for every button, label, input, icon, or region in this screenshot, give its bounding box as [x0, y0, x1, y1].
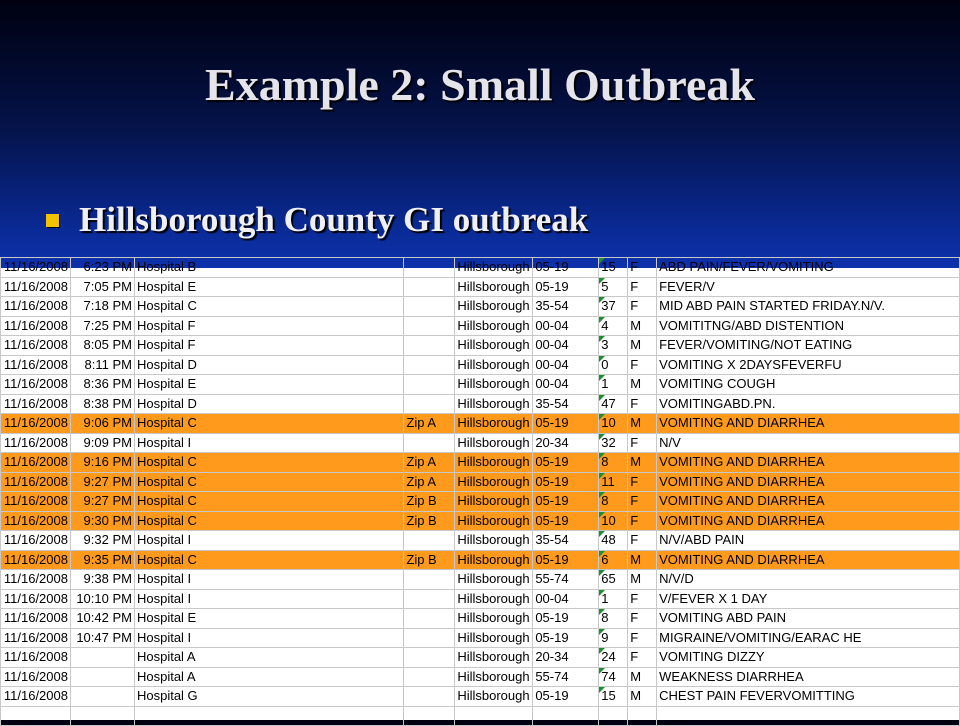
table-row — [1, 297, 960, 317]
cell-county[interactable]: Hillsborough — [455, 258, 533, 278]
cell-time[interactable]: 7:18 PM — [70, 297, 134, 317]
cell-zip[interactable] — [404, 531, 455, 551]
cell-date[interactable]: 11/16/2008 — [1, 550, 71, 570]
table-row — [1, 277, 960, 297]
cell-age-group[interactable]: 20-34 — [533, 648, 599, 668]
cell-sex[interactable]: M — [628, 414, 657, 434]
cell-age[interactable]: 8 — [599, 609, 628, 629]
cell-sex[interactable]: F — [628, 648, 657, 668]
cell-age-group[interactable]: 00-04 — [533, 336, 599, 356]
cell-hospital[interactable]: Hospital C — [134, 492, 403, 512]
cell-county[interactable]: Hillsborough — [455, 511, 533, 531]
cell-sex[interactable]: F — [628, 589, 657, 609]
cell-sex[interactable]: F — [628, 355, 657, 375]
cell-time[interactable]: 9:35 PM — [70, 550, 134, 570]
cell-time[interactable] — [70, 706, 134, 726]
cell-time[interactable]: 8:11 PM — [70, 355, 134, 375]
bullet-text: Hillsborough County GI outbreak — [79, 200, 589, 239]
cell-county[interactable]: Hillsborough — [455, 531, 533, 551]
table-row — [1, 531, 960, 551]
cell-time[interactable]: 6:23 PM — [70, 258, 134, 278]
cell-hospital[interactable] — [134, 706, 403, 726]
cell-date[interactable] — [1, 706, 71, 726]
table-row — [1, 453, 960, 473]
table-row — [1, 687, 960, 707]
cell-sex[interactable]: M — [628, 667, 657, 687]
cell-age-group[interactable]: 05-19 — [533, 472, 599, 492]
cell-age-group[interactable]: 00-04 — [533, 375, 599, 395]
cell-hospital[interactable]: Hospital A — [134, 667, 403, 687]
table-row — [1, 258, 960, 278]
cell-complaint[interactable]: VOMITING AND DIARRHEA — [657, 453, 960, 473]
cell-age[interactable]: 5 — [599, 277, 628, 297]
cell-hospital[interactable]: Hospital C — [134, 511, 403, 531]
cell-time[interactable]: 8:36 PM — [70, 375, 134, 395]
cell-time[interactable]: 9:16 PM — [70, 453, 134, 473]
cell-age-group[interactable]: 05-19 — [533, 609, 599, 629]
table-row — [1, 336, 960, 356]
cell-zip[interactable]: Zip A — [404, 453, 455, 473]
cell-zip[interactable]: Zip A — [404, 414, 455, 434]
cell-time[interactable] — [70, 687, 134, 707]
cell-age-group[interactable]: 05-19 — [533, 258, 599, 278]
cell-time[interactable]: 9:09 PM — [70, 433, 134, 453]
cell-age[interactable]: 32 — [599, 433, 628, 453]
cell-complaint[interactable]: VOMITING AND DIARRHEA — [657, 511, 960, 531]
cell-age[interactable]: 37 — [599, 297, 628, 317]
cell-sex[interactable]: F — [628, 531, 657, 551]
cell-sex[interactable]: M — [628, 336, 657, 356]
cell-time[interactable] — [70, 648, 134, 668]
cell-time[interactable]: 7:25 PM — [70, 316, 134, 336]
cell-sex[interactable]: M — [628, 316, 657, 336]
cell-zip[interactable] — [404, 687, 455, 707]
cell-age-group[interactable]: 55-74 — [533, 667, 599, 687]
cell-time[interactable]: 9:30 PM — [70, 511, 134, 531]
cell-sex[interactable] — [628, 706, 657, 726]
cell-age-group[interactable]: 05-19 — [533, 628, 599, 648]
table-row — [1, 609, 960, 629]
cell-age-group[interactable]: 35-54 — [533, 297, 599, 317]
cell-age[interactable] — [599, 706, 628, 726]
table-row — [1, 472, 960, 492]
cell-hospital[interactable]: Hospital E — [134, 277, 403, 297]
cell-hospital[interactable]: Hospital C — [134, 414, 403, 434]
cell-time[interactable]: 8:05 PM — [70, 336, 134, 356]
cell-hospital[interactable]: Hospital I — [134, 589, 403, 609]
cell-date[interactable]: 11/16/2008 — [1, 531, 71, 551]
cell-county[interactable]: Hillsborough — [455, 277, 533, 297]
cell-time[interactable]: 9:06 PM — [70, 414, 134, 434]
cell-county[interactable]: Hillsborough — [455, 316, 533, 336]
cell-age-group[interactable]: 05-19 — [533, 687, 599, 707]
cell-age[interactable]: 1 — [599, 375, 628, 395]
cell-time[interactable]: 10:47 PM — [70, 628, 134, 648]
cell-age[interactable]: 11 — [599, 472, 628, 492]
cell-county[interactable]: Hillsborough — [455, 433, 533, 453]
cell-hospital[interactable]: Hospital D — [134, 394, 403, 414]
cell-date[interactable]: 11/16/2008 — [1, 375, 71, 395]
cell-sex[interactable]: F — [628, 258, 657, 278]
cell-complaint[interactable]: VOMITITNG/ABD DISTENTION — [657, 316, 960, 336]
table-row — [1, 355, 960, 375]
cell-complaint[interactable]: VOMITING X 2DAYSFEVERFU — [657, 355, 960, 375]
cell-complaint[interactable]: VOMITING AND DIARRHEA — [657, 472, 960, 492]
cell-complaint[interactable]: VOMITING COUGH — [657, 375, 960, 395]
data-table — [0, 257, 960, 726]
cell-sex[interactable]: F — [628, 492, 657, 512]
cell-date[interactable]: 11/16/2008 — [1, 258, 71, 278]
cell-county[interactable]: Hillsborough — [455, 453, 533, 473]
cell-sex[interactable]: F — [628, 277, 657, 297]
cell-date[interactable]: 11/16/2008 — [1, 472, 71, 492]
cell-complaint[interactable]: WEAKNESS DIARRHEA — [657, 667, 960, 687]
cell-date[interactable]: 11/16/2008 — [1, 316, 71, 336]
bullet-item — [46, 200, 588, 240]
table-row — [1, 433, 960, 453]
cell-sex[interactable]: F — [628, 472, 657, 492]
cell-age[interactable]: 4 — [599, 316, 628, 336]
table-row — [1, 667, 960, 687]
cell-age-group[interactable]: 00-04 — [533, 355, 599, 375]
square-bullet-icon — [46, 214, 59, 227]
cell-zip[interactable] — [404, 570, 455, 590]
cell-sex[interactable]: M — [628, 570, 657, 590]
cell-complaint[interactable]: VOMITINGABD.PN. — [657, 394, 960, 414]
cell-county[interactable] — [455, 706, 533, 726]
cell-zip[interactable] — [404, 589, 455, 609]
cell-complaint[interactable]: VOMITING AND DIARRHEA — [657, 414, 960, 434]
table-row — [1, 492, 960, 512]
cell-county[interactable]: Hillsborough — [455, 492, 533, 512]
cell-county[interactable]: Hillsborough — [455, 570, 533, 590]
cell-time[interactable]: 10:10 PM — [70, 589, 134, 609]
cell-age-group[interactable]: 00-04 — [533, 589, 599, 609]
cell-zip[interactable] — [404, 706, 455, 726]
cell-county[interactable]: Hillsborough — [455, 687, 533, 707]
table-row — [1, 648, 960, 668]
cell-age[interactable]: 15 — [599, 258, 628, 278]
cell-zip[interactable] — [404, 433, 455, 453]
cell-zip[interactable] — [404, 258, 455, 278]
cell-zip[interactable] — [404, 648, 455, 668]
table-row — [1, 316, 960, 336]
cell-age[interactable]: 6 — [599, 550, 628, 570]
cell-time[interactable]: 9:27 PM — [70, 492, 134, 512]
cell-date[interactable]: 11/16/2008 — [1, 589, 71, 609]
cell-age[interactable]: 24 — [599, 648, 628, 668]
cell-age-group[interactable]: 35-54 — [533, 531, 599, 551]
cell-county[interactable]: Hillsborough — [455, 414, 533, 434]
cell-date[interactable]: 11/16/2008 — [1, 453, 71, 473]
cell-age-group[interactable]: 00-04 — [533, 316, 599, 336]
cell-hospital[interactable]: Hospital I — [134, 531, 403, 551]
cell-county[interactable]: Hillsborough — [455, 589, 533, 609]
cell-age[interactable]: 1 — [599, 589, 628, 609]
cell-county[interactable]: Hillsborough — [455, 667, 533, 687]
cell-age[interactable]: 10 — [599, 414, 628, 434]
table-row — [1, 394, 960, 414]
cell-age[interactable]: 9 — [599, 628, 628, 648]
cell-county[interactable]: Hillsborough — [455, 628, 533, 648]
cell-time[interactable]: 10:42 PM — [70, 609, 134, 629]
table-row — [1, 589, 960, 609]
cell-hospital[interactable]: Hospital E — [134, 375, 403, 395]
cell-zip[interactable] — [404, 316, 455, 336]
cell-county[interactable]: Hillsborough — [455, 336, 533, 356]
cell-county[interactable]: Hillsborough — [455, 550, 533, 570]
cell-complaint[interactable]: MIGRAINE/VOMITING/EARAC HE — [657, 628, 960, 648]
cell-zip[interactable] — [404, 336, 455, 356]
table-row — [1, 570, 960, 590]
cell-time[interactable]: 9:32 PM — [70, 531, 134, 551]
cell-sex[interactable]: F — [628, 609, 657, 629]
cell-complaint[interactable]: N/V/ABD PAIN — [657, 531, 960, 551]
cell-sex[interactable]: M — [628, 687, 657, 707]
cell-zip[interactable] — [404, 375, 455, 395]
spreadsheet — [0, 259, 960, 720]
table-row — [1, 550, 960, 570]
cell-age-group[interactable]: 05-19 — [533, 511, 599, 531]
cell-hospital[interactable]: Hospital F — [134, 316, 403, 336]
cell-date[interactable]: 11/16/2008 — [1, 687, 71, 707]
cell-age-group[interactable]: 05-19 — [533, 550, 599, 570]
cell-date[interactable]: 11/16/2008 — [1, 394, 71, 414]
cell-date[interactable]: 11/16/2008 — [1, 433, 71, 453]
cell-zip[interactable]: Zip B — [404, 511, 455, 531]
cell-sex[interactable]: F — [628, 433, 657, 453]
cell-age[interactable]: 47 — [599, 394, 628, 414]
cell-date[interactable]: 11/16/2008 — [1, 511, 71, 531]
cell-complaint[interactable]: FEVER/V — [657, 277, 960, 297]
cell-complaint[interactable] — [657, 706, 960, 726]
cell-sex[interactable]: M — [628, 453, 657, 473]
cell-date[interactable]: 11/16/2008 — [1, 628, 71, 648]
cell-county[interactable]: Hillsborough — [455, 609, 533, 629]
cell-zip[interactable] — [404, 355, 455, 375]
cell-county[interactable]: Hillsborough — [455, 375, 533, 395]
cell-date[interactable]: 11/16/2008 — [1, 492, 71, 512]
cell-date[interactable]: 11/16/2008 — [1, 570, 71, 590]
cell-time[interactable] — [70, 667, 134, 687]
cell-zip[interactable] — [404, 609, 455, 629]
cell-complaint[interactable]: MID ABD PAIN STARTED FRIDAY.N/V. — [657, 297, 960, 317]
cell-sex[interactable]: F — [628, 511, 657, 531]
cell-sex[interactable]: M — [628, 550, 657, 570]
cell-hospital[interactable]: Hospital I — [134, 628, 403, 648]
cell-date[interactable]: 11/16/2008 — [1, 355, 71, 375]
cell-date[interactable]: 11/16/2008 — [1, 667, 71, 687]
cell-complaint[interactable]: VOMITING DIZZY — [657, 648, 960, 668]
cell-age-group[interactable]: 35-54 — [533, 394, 599, 414]
cell-time[interactable]: 7:05 PM — [70, 277, 134, 297]
cell-age[interactable]: 8 — [599, 453, 628, 473]
cell-age-group[interactable]: 05-19 — [533, 414, 599, 434]
cell-hospital[interactable]: Hospital A — [134, 648, 403, 668]
cell-county[interactable]: Hillsborough — [455, 648, 533, 668]
cell-zip[interactable]: Zip A — [404, 472, 455, 492]
table-row — [1, 511, 960, 531]
cell-hospital[interactable]: Hospital B — [134, 258, 403, 278]
cell-complaint[interactable]: FEVER/VOMITING/NOT EATING — [657, 336, 960, 356]
cell-time[interactable]: 9:38 PM — [70, 570, 134, 590]
cell-age-group[interactable]: 05-19 — [533, 453, 599, 473]
cell-sex[interactable]: M — [628, 375, 657, 395]
cell-zip[interactable] — [404, 297, 455, 317]
cell-age-group[interactable]: 20-34 — [533, 433, 599, 453]
cell-date[interactable]: 11/16/2008 — [1, 414, 71, 434]
cell-complaint[interactable]: ABD PAIN/FEVER/VOMITING — [657, 258, 960, 278]
cell-county[interactable]: Hillsborough — [455, 297, 533, 317]
cell-complaint[interactable]: VOMITING AND DIARRHEA — [657, 492, 960, 512]
cell-age-group[interactable] — [533, 706, 599, 726]
cell-zip[interactable] — [404, 667, 455, 687]
cell-zip[interactable] — [404, 394, 455, 414]
cell-zip[interactable] — [404, 628, 455, 648]
cell-date[interactable]: 11/16/2008 — [1, 336, 71, 356]
cell-age-group[interactable]: 05-19 — [533, 492, 599, 512]
cell-age[interactable]: 0 — [599, 355, 628, 375]
cell-county[interactable]: Hillsborough — [455, 355, 533, 375]
cell-hospital[interactable]: Hospital C — [134, 550, 403, 570]
cell-sex[interactable]: F — [628, 297, 657, 317]
cell-age-group[interactable]: 55-74 — [533, 570, 599, 590]
cell-time[interactable]: 8:38 PM — [70, 394, 134, 414]
cell-date[interactable]: 11/16/2008 — [1, 609, 71, 629]
cell-hospital[interactable]: Hospital I — [134, 570, 403, 590]
cell-complaint[interactable]: N/V/D — [657, 570, 960, 590]
cell-age[interactable]: 74 — [599, 667, 628, 687]
cell-time[interactable]: 9:27 PM — [70, 472, 134, 492]
cell-complaint[interactable]: VOMITING ABD PAIN — [657, 609, 960, 629]
cell-age[interactable]: 10 — [599, 511, 628, 531]
table-row — [1, 706, 960, 726]
cell-age[interactable]: 3 — [599, 336, 628, 356]
cell-complaint[interactable]: V/FEVER X 1 DAY — [657, 589, 960, 609]
cell-zip[interactable]: Zip B — [404, 492, 455, 512]
cell-hospital[interactable]: Hospital C — [134, 297, 403, 317]
cell-date[interactable]: 11/16/2008 — [1, 277, 71, 297]
table-row — [1, 375, 960, 395]
slide-title: Example 2: Small Outbreak — [205, 59, 755, 110]
cell-hospital[interactable]: Hospital E — [134, 609, 403, 629]
cell-hospital[interactable]: Hospital G — [134, 687, 403, 707]
cell-complaint[interactable]: VOMITING AND DIARRHEA — [657, 550, 960, 570]
cell-sex[interactable]: F — [628, 628, 657, 648]
cell-sex[interactable]: F — [628, 394, 657, 414]
cell-county[interactable]: Hillsborough — [455, 472, 533, 492]
table-row — [1, 414, 960, 434]
cell-age[interactable]: 8 — [599, 492, 628, 512]
cell-hospital[interactable]: Hospital C — [134, 472, 403, 492]
cell-complaint[interactable]: N/V — [657, 433, 960, 453]
cell-hospital[interactable]: Hospital F — [134, 336, 403, 356]
cell-complaint[interactable]: CHEST PAIN FEVERVOMITTING — [657, 687, 960, 707]
cell-date[interactable]: 11/16/2008 — [1, 648, 71, 668]
cell-county[interactable]: Hillsborough — [455, 394, 533, 414]
cell-hospital[interactable]: Hospital I — [134, 433, 403, 453]
cell-zip[interactable]: Zip B — [404, 550, 455, 570]
cell-zip[interactable] — [404, 277, 455, 297]
cell-age[interactable]: 15 — [599, 687, 628, 707]
cell-age[interactable]: 48 — [599, 531, 628, 551]
cell-date[interactable]: 11/16/2008 — [1, 297, 71, 317]
cell-hospital[interactable]: Hospital C — [134, 453, 403, 473]
cell-age-group[interactable]: 05-19 — [533, 277, 599, 297]
cell-age[interactable]: 65 — [599, 570, 628, 590]
table-row — [1, 628, 960, 648]
cell-hospital[interactable]: Hospital D — [134, 355, 403, 375]
